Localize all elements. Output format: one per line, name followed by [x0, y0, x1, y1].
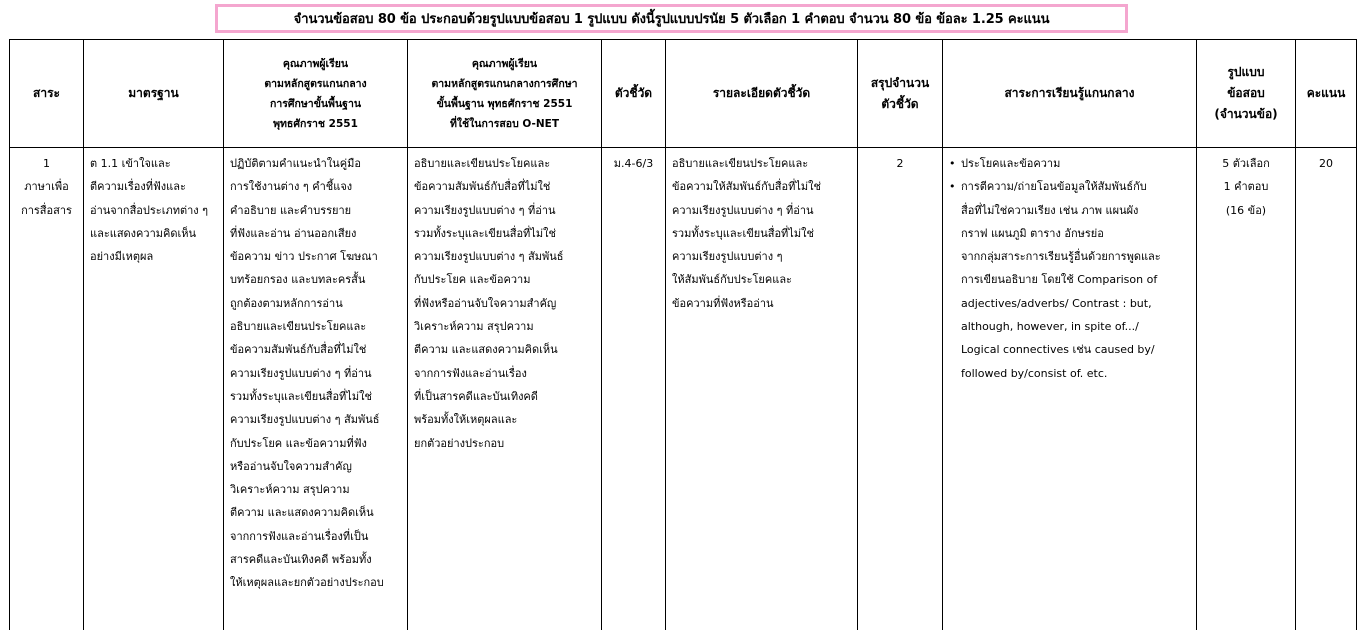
- header-standard: มาตรฐาน: [84, 40, 224, 148]
- header-indicator: ตัวชี้วัด: [602, 40, 666, 148]
- list-item: • การตีความ/ถ่ายโอนข้อมูลให้สัมพันธ์กับ สื่อที่ไม่ใช่ความเรียง เช่น ภาพ แผนผัง กราฟ แผนภูมิ ตาราง อักษรย่อ จากกลุ่มสาระการเรียนรู้อื่นด้วยการพูดและ การเขียนอธิบาย โดยใช้ Comparison of adjectives/adverbs/ Contrast : but, although, however, in spite of.../ Logical connectives เช่น caused by/ followed by/consist of. etc.: [949, 175, 1190, 385]
- core-content-list: [949, 152, 1190, 385]
- header-onet-quality: คุณภาพผู้เรียน ตามหลักสูตรแกนกลางการศึกษา ขั้นพื้นฐาน พุทธศักราช 2551 ที่ใช้ในการสอบ O-NET: [408, 40, 602, 148]
- cell-test-format: 5 ตัวเลือก 1 คำตอบ (16 ข้อ): [1197, 148, 1296, 630]
- exam-summary-text: จำนวนข้อสอบ 80 ข้อ ประกอบด้วยรูปแบบข้อสอบ 1 รูปแบบ ดังนี้รูปแบบปรนัย 5 ตัวเลือก 1 คำตอบ จำนวน 80 ข้อ ข้อละ 1.25 คะแนน: [293, 12, 1050, 27]
- cell-onet-quality: อธิบายและเขียนประโยคและ ข้อความสัมพันธ์กับสื่อที่ไม่ใช่ ความเรียงรูปแบบต่าง ๆ ที่อ่าน รวมทั้งระบุและเขียนสื่อที่ไม่ใช่ ความเรียงรูปแบบต่าง ๆ สัมพันธ์ กับประโยค และข้อความ ที่ฟังหรืออ่านจับใจความสำคัญ วิเคราะห์ความ สรุปความ ตีความ และแสดงความคิดเห็น จากการฟังและอ่านเรื่อง ที่เป็นสารคดีและบันเทิงคดี พร้อมทั้งให้เหตุผลและ ยกตัวอย่างประกอบ: [408, 148, 602, 630]
- exam-summary-banner: [215, 4, 1128, 33]
- cell-learner-quality: ปฏิบัติตามคำแนะนำในคู่มือ การใช้งานต่าง ๆ คำชี้แจง คำอธิบาย และคำบรรยาย ที่ฟังและอ่าน อ่านออกเสียง ข้อความ ข่าว ประกาศ โฆษณา บทร้อยกรอง และบทละครสั้น ถูกต้องตามหลักการอ่าน อธิบายและเขียนประโยคและ ข้อความสัมพันธ์กับสื่อที่ไม่ใช่ ความเรียงรูปแบบต่าง ๆ ที่อ่าน รวมทั้งระบุและเขียนสื่อที่ไม่ใช่ ความเรียงรูปแบบต่าง ๆ สัมพันธ์ กับประโยค และข้อความที่ฟัง หรืออ่านจับใจความสำคัญ วิเคราะห์ความ สรุปความ ตีความ และแสดงความคิดเห็น จากการฟังและอ่านเรื่องที่เป็น สารคดีและบันเทิงคดี พร้อมทั้ง ให้เหตุผลและยกตัวอย่างประกอบ: [224, 148, 408, 630]
- cell-indicator-count: 2: [858, 148, 943, 630]
- cell-score: 20: [1296, 148, 1357, 630]
- cell-strand: 1 ภาษาเพื่อ การสื่อสาร: [10, 148, 84, 630]
- exam-blueprint-table: [9, 39, 1357, 630]
- header-core-content: สาระการเรียนรู้แกนกลาง: [943, 40, 1197, 148]
- header-indicator-detail: รายละเอียดตัวชี้วัด: [666, 40, 858, 148]
- header-test-format: รูปแบบ ข้อสอบ (จำนวนข้อ): [1197, 40, 1296, 148]
- header-row: [10, 40, 1357, 148]
- cell-core-content: [943, 148, 1197, 630]
- table-row: [10, 148, 1357, 630]
- cell-indicator-detail: อธิบายและเขียนประโยคและ ข้อความให้สัมพันธ์กับสื่อที่ไม่ใช่ ความเรียงรูปแบบต่าง ๆ ที่อ่าน รวมทั้งระบุและเขียนสื่อที่ไม่ใช่ ความเรียงรูปแบบต่าง ๆ ให้สัมพันธ์กับประโยคและ ข้อความที่ฟังหรืออ่าน: [666, 148, 858, 630]
- header-score: คะแนน: [1296, 40, 1357, 148]
- cell-indicator: ม.4-6/3: [602, 148, 666, 630]
- cell-standard: ต 1.1 เข้าใจและ ตีความเรื่องที่ฟังและ อ่านจากสื่อประเภทต่าง ๆ และแสดงความคิดเห็น อย่างมีเหตุผล: [84, 148, 224, 630]
- list-item: • ประโยคและข้อความ: [949, 152, 1190, 175]
- header-indicator-count: สรุปจำนวน ตัวชี้วัด: [858, 40, 943, 148]
- header-strand: สาระ: [10, 40, 84, 148]
- header-learner-quality: คุณภาพผู้เรียน ตามหลักสูตรแกนกลาง การศึกษาขั้นพื้นฐาน พุทธศักราช 2551: [224, 40, 408, 148]
